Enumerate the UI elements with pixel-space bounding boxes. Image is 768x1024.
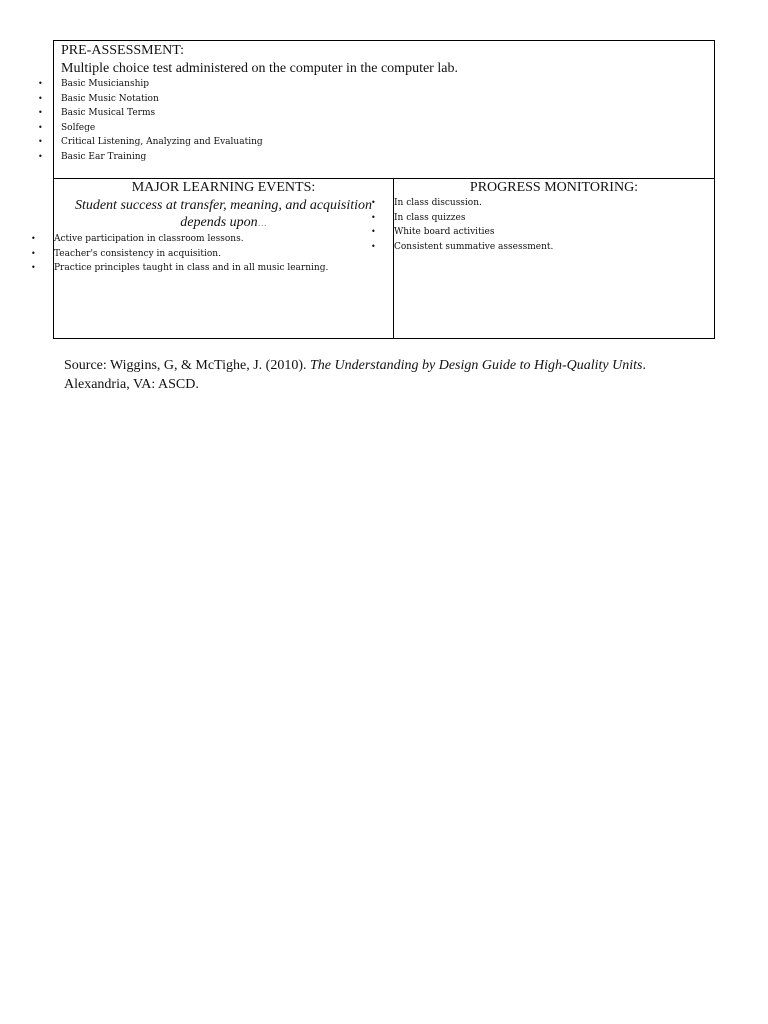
- major-learning-events-heading: MAJOR LEARNING EVENTS:: [131, 180, 316, 195]
- pre-assessment-list: [38, 77, 714, 164]
- major-learning-events-cell: [31, 179, 394, 338]
- list-item: • Basic Ear Training: [61, 150, 714, 165]
- bullet-icon: •: [31, 234, 36, 243]
- progress-monitoring-heading: PROGRESS MONITORING:: [469, 180, 639, 195]
- list-item: • Consistent summative assessment.: [394, 240, 714, 255]
- list-item: • In class quizzes: [394, 211, 714, 226]
- citation-publisher: Alexandria, VA: ASCD.: [64, 377, 199, 392]
- bullet-icon: •: [371, 212, 376, 222]
- bullet-icon: •: [371, 198, 376, 207]
- citation-line: Source: Wiggins, G, & McTighe, J. (2010). The Understanding by Design Guide to High-Quality Units.: [64, 358, 646, 373]
- bullet-icon: •: [38, 137, 43, 146]
- list-item: • Basic Musicianship: [61, 77, 714, 92]
- list-item: • Teacher's consistency in acquisition.: [54, 247, 329, 262]
- major-learning-events-subheading: Student success at transfer, meaning, and acquisition depends upon…: [74, 198, 373, 230]
- bullet-icon: •: [371, 241, 376, 251]
- citation-title: The Understanding by Design Guide to High-Quality Units: [310, 358, 643, 373]
- source-citation: [64, 356, 744, 394]
- bullet-icon: •: [31, 248, 36, 258]
- list-item: • Critical Listening, Analyzing and Evaluating: [61, 135, 714, 150]
- progress-monitoring-list: [371, 196, 714, 254]
- progress-monitoring-cell: [371, 179, 714, 338]
- pre-assessment-cell: [38, 41, 714, 179]
- pre-assessment-description: Multiple choice test administered on the computer in the computer lab.: [61, 61, 458, 76]
- list-item: • Solfege: [61, 121, 714, 136]
- list-item: • Basic Musical Terms: [61, 106, 714, 121]
- list-item: • Practice principles taught in class and in all music learning.: [54, 261, 329, 276]
- bullet-icon: •: [38, 93, 43, 103]
- ellipsis: …: [257, 218, 267, 228]
- bullet-icon: •: [371, 227, 376, 236]
- bullet-icon: •: [38, 151, 43, 161]
- pre-assessment-heading: PRE-ASSESSMENT:: [61, 43, 184, 58]
- bullet-icon: •: [31, 263, 36, 272]
- bullet-icon: •: [38, 79, 43, 88]
- unit-plan-table: [31, 40, 715, 339]
- bullet-icon: •: [38, 122, 43, 132]
- bullet-icon: •: [38, 108, 43, 117]
- list-item: • In class discussion.: [394, 196, 714, 211]
- list-item: • Active participation in classroom lessons.: [54, 232, 329, 247]
- major-learning-events-list: [31, 232, 329, 276]
- list-item: • Basic Music Notation: [61, 92, 714, 107]
- list-item: • White board activities: [394, 225, 714, 240]
